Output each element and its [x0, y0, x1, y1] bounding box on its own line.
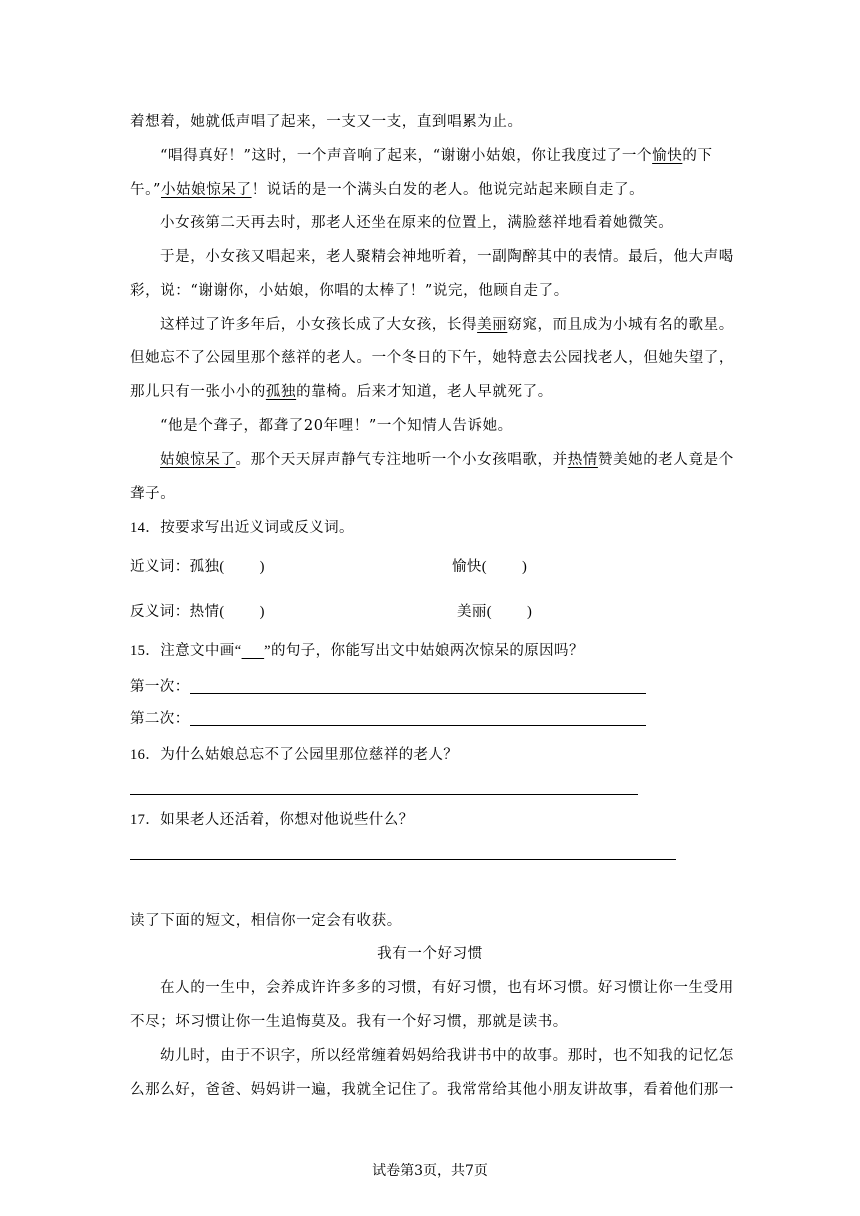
passage-line: 彩，说：“谢谢你，小姑娘，你唱的太棒了！”说完，他顾自走了。 — [130, 283, 569, 299]
underlined-sentence: 小姑娘惊呆了 — [160, 182, 252, 198]
passage-line: 在人的一生中，会养成许许多多的习惯，有好习惯，也有坏习惯。好习惯让你一生受用 — [160, 980, 734, 996]
synonym-row: 近义词：孤独( ) — [130, 559, 265, 575]
passage-line: 于是，小女孩又唱起来，老人聚精会神地听着，一副陶醉其中的表情。最后，他大声喝 — [160, 249, 734, 265]
underline-sample — [242, 643, 265, 659]
answer-line-17[interactable] — [130, 859, 676, 860]
underlined-word: 热情 — [567, 452, 598, 468]
underlined-word: 美丽 — [477, 317, 508, 333]
antonym-row-2: 美丽( ) — [457, 604, 533, 620]
passage-line: 姑娘惊呆了。那个天天屏声静气专注地听一个小女孩唱歌，并热情赞美她的老人竟是个 — [160, 452, 734, 468]
underlined-word: 愉快 — [652, 148, 683, 164]
question-14: 14．按要求写出近义词或反义词。 — [130, 520, 354, 536]
passage-line: 小女孩第二天再去时，那老人还坐在原来的位置上，满脸慈祥地看着她微笑。 — [160, 215, 674, 231]
underlined-sentence: 姑娘惊呆了 — [160, 452, 236, 468]
question-15: 15．注意文中画“ ”的句子，你能写出文中姑娘两次惊呆的原因吗？ — [130, 643, 584, 659]
reading-intro: 读了下面的短文，相信你一定会有收获。 — [130, 913, 402, 929]
passage-line: 么那么好，爸爸、妈妈讲一遍，我就全记住了。我常常给其他小朋友讲故事，看着他们那一 — [130, 1082, 734, 1098]
passage-line: 那儿只有一张小小的孤独的靠椅。后来才知道，老人早就死了。 — [130, 384, 553, 400]
underlined-word: 孤独 — [265, 384, 297, 400]
question-17: 17．如果老人还活着，你想对他说些什么？ — [130, 812, 414, 828]
passage-line: “他是个聋子，都聋了20年哩！”一个知情人告诉她。 — [160, 418, 513, 434]
answer-line-first[interactable] — [190, 693, 646, 694]
passage-title: 我有一个好习惯 — [377, 946, 483, 962]
answer-line-16[interactable] — [130, 794, 638, 795]
first-label: 第一次： — [130, 679, 190, 695]
question-16: 16．为什么姑娘总忘不了公园里那位慈祥的老人？ — [130, 747, 459, 763]
page-footer: 试卷第3页，共7页 — [372, 1163, 488, 1179]
passage-line: “唱得真好！”这时，一个声音响了起来，“谢谢小姑娘，你让我度过了一个愉快的下 — [160, 148, 713, 164]
answer-line-second[interactable] — [190, 725, 646, 726]
synonym-row-2: 愉快( ) — [452, 559, 528, 575]
antonym-row: 反义词：热情( ) — [130, 604, 265, 620]
second-label: 第二次： — [130, 711, 190, 727]
passage-line: 不尽；坏习惯让你一生追悔莫及。我有一个好习惯，那就是读书。 — [130, 1014, 568, 1030]
passage-line: 但她忘不了公园里那个慈祥的老人。一个冬日的下午，她特意去公园找老人，但她失望了， — [130, 350, 734, 366]
passage-line: 午。”小姑娘惊呆了！说话的是一个满头白发的老人。他说完站起来顾自走了。 — [130, 182, 645, 198]
passage-line: 幼儿时，由于不识字，所以经常缠着妈妈给我讲书中的故事。那时，也不知我的记忆怎 — [160, 1048, 734, 1064]
passage-line: 着想着，她就低声唱了起来，一支又一支，直到唱累为止。 — [130, 114, 523, 130]
passage-line: 聋子。 — [130, 486, 176, 502]
passage-line: 这样过了许多年后，小女孩长成了大女孩，长得美丽窈窕，而且成为小城有名的歌星。 — [160, 317, 734, 333]
